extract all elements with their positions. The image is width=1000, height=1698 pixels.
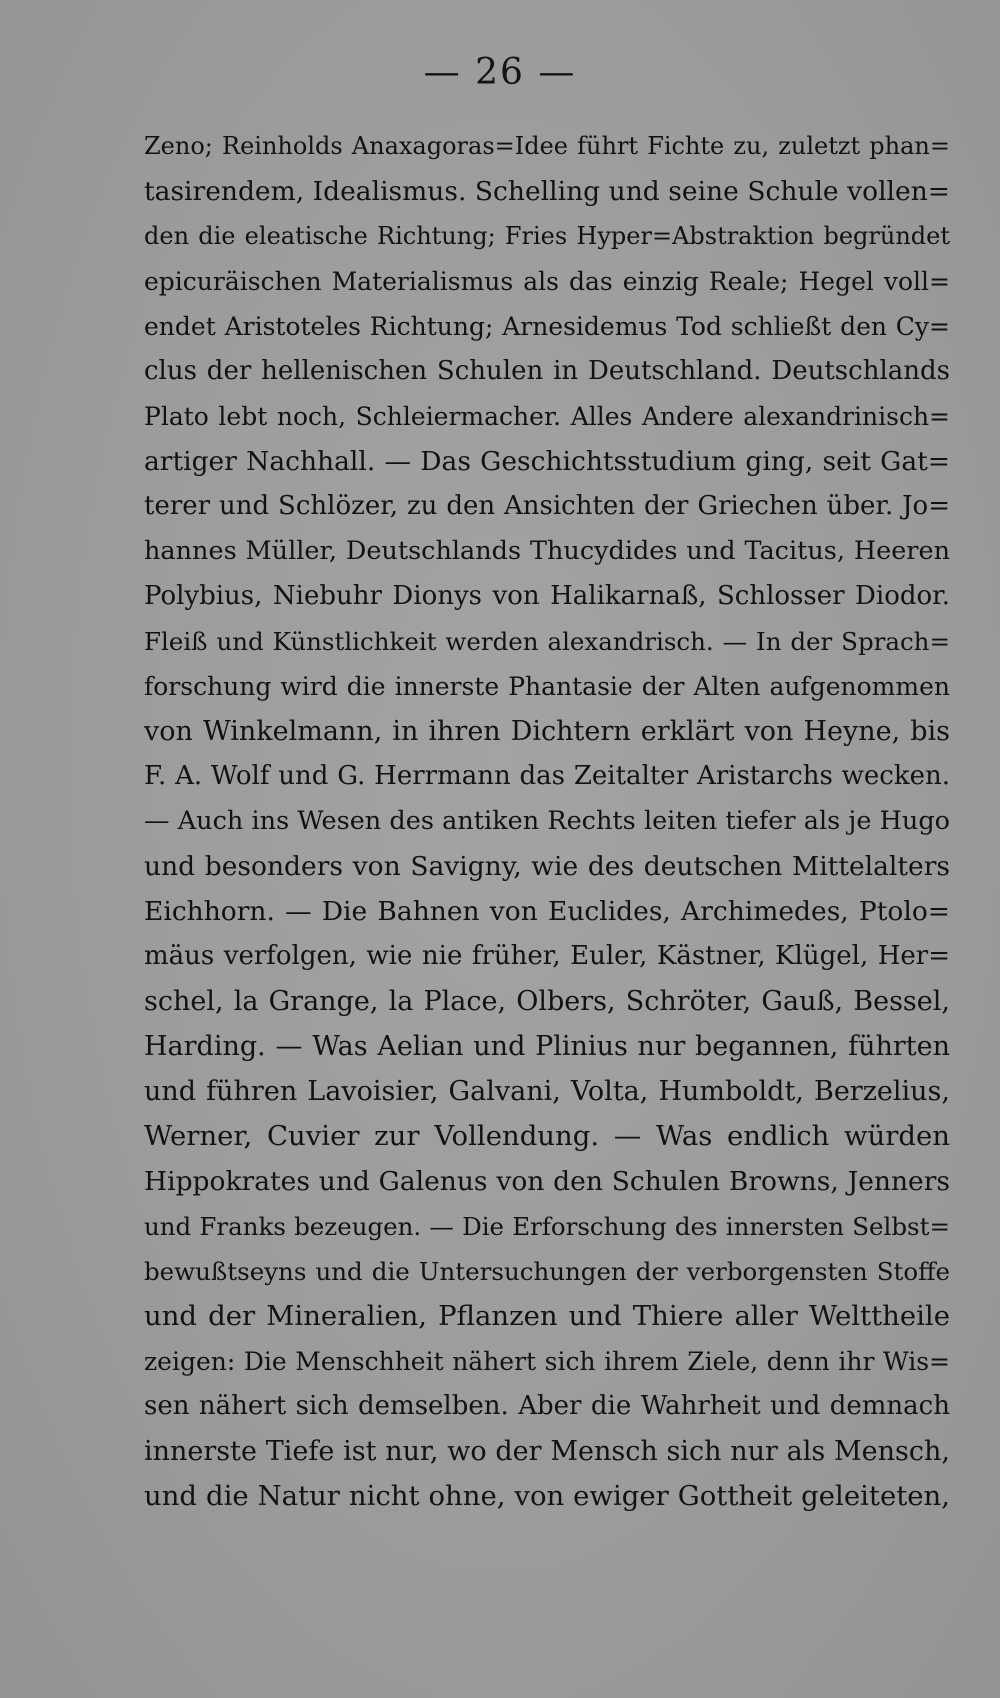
text-line: bewußtseyns und die Untersuchungen der verborgensten Stoffe bbox=[144, 1257, 950, 1286]
text-line: den die eleatische Richtung; Fries Hyper=Abstraktion begründet bbox=[144, 222, 950, 250]
text-line: sen nähert sich demselben. Aber die Wahrheit und demnach bbox=[144, 1391, 950, 1421]
text-line: mäus verfolgen, wie nie früher, Euler, Kästner, Klügel, Her= bbox=[144, 941, 950, 971]
text-line: Plato lebt noch, Schleiermacher. Alles Andere alexandrinisch= bbox=[144, 402, 950, 431]
text-line: terer und Schlözer, zu den Ansichten der Griechen über. Jo= bbox=[144, 491, 950, 521]
page-number: — 26 — bbox=[423, 52, 577, 93]
text-line: Fleiß und Künstlichkeit werden alexandrisch. — In der Sprach= bbox=[144, 627, 950, 656]
text-line: und die Natur nicht ohne, von ewiger Gottheit geleiteten, bbox=[144, 1480, 950, 1512]
text-line: artiger Nachhall. — Das Geschichtsstudium ging, seit Gat= bbox=[144, 446, 950, 477]
text-line: von Winkelmann, in ihren Dichtern erklärt von Heyne, bis bbox=[144, 716, 950, 747]
text-line: und führen Lavoisier, Galvani, Volta, Humboldt, Berzelius, bbox=[144, 1076, 950, 1107]
text-line: endet Aristoteles Richtung; Arnesidemus Tod schließt den Cy= bbox=[144, 312, 950, 341]
text-line: Zeno; Reinholds Anaxagoras=Idee führt Fichte zu, zuletzt phan= bbox=[144, 132, 950, 160]
body-text bbox=[144, 124, 950, 1519]
text-line: und der Mineralien, Pflanzen und Thiere aller Welttheile bbox=[144, 1300, 950, 1332]
text-line: und Franks bezeugen. — Die Erforschung des innersten Selbst= bbox=[144, 1212, 950, 1241]
text-line: clus der hellenischen Schulen in Deutschland. Deutschlands bbox=[144, 356, 950, 386]
text-line: schel, la Grange, la Place, Olbers, Schröter, Gauß, Bessel, bbox=[144, 986, 950, 1017]
text-line: epicuräischen Materialismus als das einzig Reale; Hegel voll= bbox=[144, 267, 950, 296]
text-line: Harding. — Was Aelian und Plinius nur begannen, führten bbox=[144, 1031, 950, 1062]
text-line: Hippokrates und Galenus von den Schulen Browns, Jenners bbox=[144, 1166, 950, 1197]
text-line: forschung wird die innerste Phantasie der Alten aufgenommen bbox=[144, 672, 950, 701]
text-line: F. A. Wolf und G. Herrmann das Zeitalter Aristarchs wecken. bbox=[144, 761, 950, 791]
text-line: Eichhorn. — Die Bahnen von Euclides, Archimedes, Ptolo= bbox=[144, 896, 950, 927]
text-line: Polybius, Niebuhr Dionys von Halikarnaß, Schlosser Diodor. bbox=[144, 581, 950, 611]
text-line: zeigen: Die Menschheit nähert sich ihrem Ziele, denn ihr Wis= bbox=[144, 1347, 950, 1376]
text-line: hannes Müller, Deutschlands Thucydides und Tacitus, Heeren bbox=[144, 536, 950, 566]
text-line: — Auch ins Wesen des antiken Rechts leiten tiefer als je Hugo bbox=[144, 806, 950, 836]
text-line: innerste Tiefe ist nur, wo der Mensch sich nur als Mensch, bbox=[144, 1436, 950, 1467]
text-line: tasirendem, Idealismus. Schelling und seine Schule vollen= bbox=[144, 176, 950, 207]
text-line: und besonders von Savigny, wie des deutschen Mittelalters bbox=[144, 851, 950, 882]
text-line: Werner, Cuvier zur Vollendung. — Was endlich würden bbox=[144, 1120, 950, 1152]
